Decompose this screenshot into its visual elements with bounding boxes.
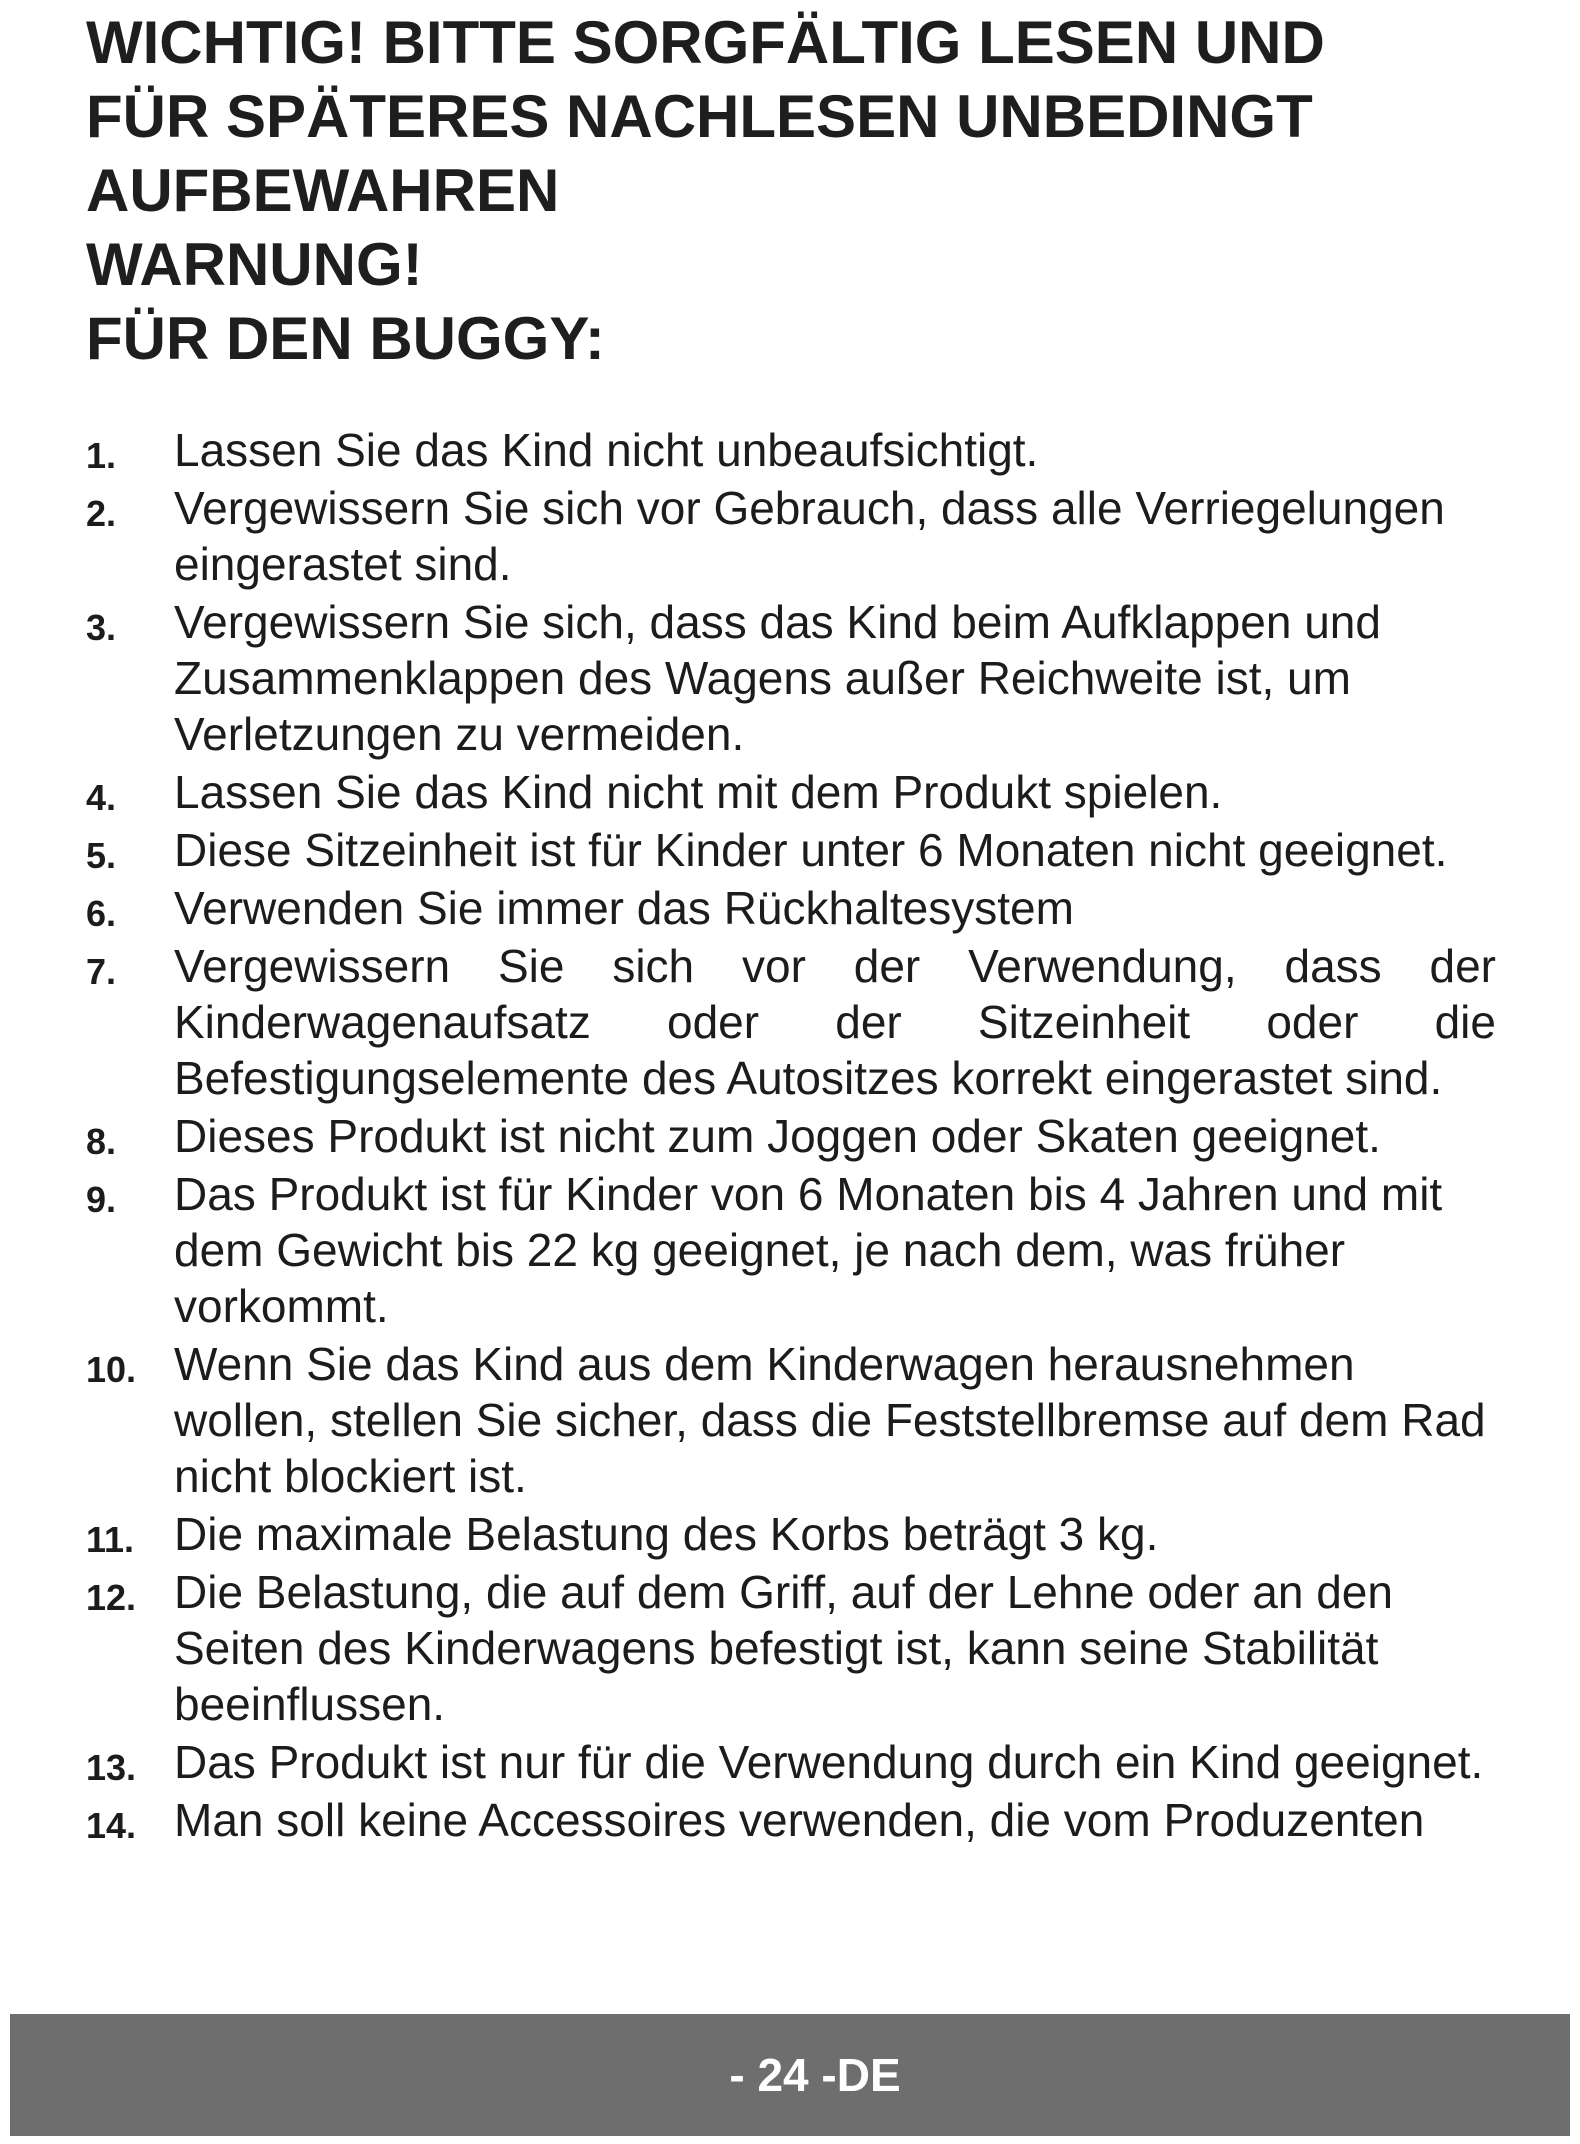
item-number: 12. (86, 1577, 137, 1618)
list-item (86, 1108, 1496, 1164)
heading-line: AUFBEWAHREN (86, 157, 560, 224)
item-text: Diese Sitzeinheit ist für Kinder unter 6 Monaten nicht geeignet. (174, 824, 1448, 876)
list-item (86, 480, 1496, 592)
list-item (86, 822, 1496, 878)
item-text: Verwenden Sie immer das Rückhaltesystem (174, 882, 1074, 934)
item-text: Lassen Sie das Kind nicht mit dem Produkt spielen. (174, 766, 1223, 818)
item-text: Wenn Sie das Kind aus dem Kinderwagen herausnehmen wollen, stellen Sie sicher, dass die Feststellbremse auf dem Rad nicht blockiert ist. (174, 1338, 1486, 1502)
item-number: 4. (86, 777, 117, 818)
page-number: - 24 -DE (729, 2049, 901, 2101)
footer-bar (10, 2014, 1570, 2136)
list-item (86, 1166, 1496, 1334)
item-text: Das Produkt ist nur für die Verwendung durch ein Kind geeignet. (174, 1736, 1484, 1788)
item-number: 6. (86, 893, 117, 934)
item-number: 14. (86, 1805, 137, 1846)
heading-line: FÜR DEN BUGGY: (86, 305, 605, 372)
item-text: Das Produkt ist für Kinder von 6 Monaten bis 4 Jahren und mit dem Gewicht bis 22 kg geeignet, je nach dem, was früher vorkommt. (174, 1168, 1443, 1332)
item-number: 9. (86, 1179, 117, 1220)
item-text: Die Belastung, die auf dem Griff, auf der Lehne oder an den Seiten des Kinderwagens befestigt ist, kann seine Stabilität beeinflussen. (174, 1566, 1393, 1730)
list-item (86, 594, 1496, 762)
item-text: Lassen Sie das Kind nicht unbeaufsichtigt. (174, 424, 1039, 476)
item-text: Vergewissern Sie sich, dass das Kind beim Aufklappen und Zusammenklappen des Wagens außer Reichweite ist, um Verletzungen zu vermeiden. (174, 596, 1381, 760)
item-text: Man soll keine Accessoires verwenden, die vom Produzenten (174, 1794, 1425, 1846)
item-number: 11. (86, 1519, 135, 1560)
warning-list (86, 422, 1496, 1850)
item-number: 3. (86, 607, 117, 648)
list-item (86, 764, 1496, 820)
item-text: Vergewissern Sie sich vor der Verwendung, dass der Kinderwagenaufsatz oder der Sitzeinheit oder die Befestigungselemente des Autositzes korrekt eingerastet sind. (174, 940, 1496, 1104)
heading-line: WARNUNG! (86, 231, 423, 298)
list-item (86, 1564, 1496, 1732)
list-item (86, 1506, 1496, 1562)
item-text: Die maximale Belastung des Korbs beträgt 3 kg. (174, 1508, 1159, 1560)
item-number: 7. (86, 951, 117, 992)
item-text: Vergewissern Sie sich vor Gebrauch, dass alle Verriegelungen eingerastet sind. (174, 482, 1445, 590)
heading-line: WICHTIG! BITTE SORGFÄLTIG LESEN UND (86, 9, 1325, 76)
list-item (86, 1792, 1496, 1848)
warning-heading (86, 6, 1506, 376)
item-number: 1. (86, 435, 117, 476)
item-number: 8. (86, 1121, 117, 1162)
item-number: 5. (86, 835, 117, 876)
list-item (86, 1734, 1496, 1790)
heading-line: FÜR SPÄTERES NACHLESEN UNBEDINGT (86, 83, 1313, 150)
item-number: 2. (86, 493, 117, 534)
list-item (86, 422, 1496, 478)
list-item (86, 880, 1496, 936)
item-number: 10. (86, 1349, 137, 1390)
list-item (86, 1336, 1496, 1504)
item-number: 13. (86, 1747, 137, 1788)
list-item (86, 938, 1496, 1106)
item-text: Dieses Produkt ist nicht zum Joggen oder Skaten geeignet. (174, 1110, 1381, 1162)
